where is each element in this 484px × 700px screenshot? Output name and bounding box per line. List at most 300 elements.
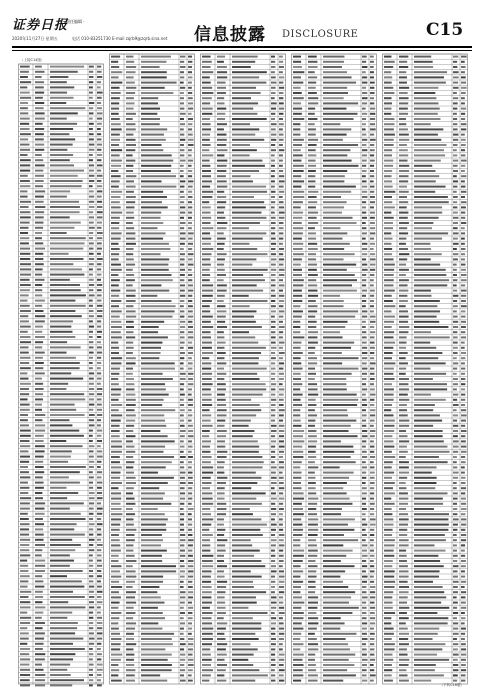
tiny-print-text-block <box>141 388 166 390</box>
tiny-print-text-block <box>453 217 458 219</box>
tiny-print-text-block <box>217 191 224 193</box>
tiny-print-text-block <box>35 669 44 671</box>
tiny-print-text-block <box>126 399 136 401</box>
tiny-print-text-block <box>293 139 304 141</box>
tiny-print-text-block <box>50 118 67 120</box>
tiny-print-text-block <box>279 565 283 567</box>
tiny-print-text-block <box>111 154 120 156</box>
tiny-print-text-block <box>50 560 74 562</box>
tiny-print-text-block <box>126 461 134 463</box>
tiny-print-text-block <box>188 394 192 396</box>
tiny-print-text-block <box>370 388 375 390</box>
tiny-print-text-block <box>461 622 465 624</box>
tiny-print-text-block <box>323 633 356 635</box>
tiny-print-text-block <box>399 201 408 203</box>
tiny-print-text-block <box>89 560 93 562</box>
tiny-print-text-block <box>453 321 458 323</box>
tiny-print-text-block <box>202 638 213 640</box>
tiny-print-text-block <box>111 529 120 531</box>
tiny-print-text-block <box>126 212 134 214</box>
tiny-print-text-block <box>323 305 344 307</box>
tiny-print-text-block <box>20 528 29 530</box>
tiny-print-text-block <box>461 180 465 182</box>
tiny-print-text-block <box>126 680 135 682</box>
tiny-print-text-block <box>89 331 93 333</box>
tiny-print-text-block <box>271 295 276 297</box>
tiny-print-text-block <box>293 555 304 557</box>
tiny-print-text-block <box>180 612 185 614</box>
tiny-print-text-block <box>461 565 466 567</box>
tiny-print-text-block <box>362 446 366 448</box>
tiny-print-text-block <box>111 586 122 588</box>
tiny-print-text-block <box>35 102 44 104</box>
tiny-print-text-block <box>293 191 304 193</box>
tiny-print-text-block <box>414 680 431 682</box>
tiny-print-text-block <box>89 71 93 73</box>
tiny-print-text-block <box>20 112 28 114</box>
tiny-print-text-block <box>323 477 349 479</box>
tiny-print-text-block <box>111 492 121 494</box>
tiny-print-text-block <box>202 544 210 546</box>
tiny-print-text-block <box>279 669 285 671</box>
tiny-print-text-block <box>50 258 83 260</box>
tiny-print-text-block <box>453 586 458 588</box>
tiny-print-text-block <box>141 336 168 338</box>
tiny-print-text-block <box>279 628 284 630</box>
tiny-print-text-block <box>232 92 261 94</box>
tiny-print-text-block <box>126 518 134 520</box>
tiny-print-text-block <box>461 399 465 401</box>
tiny-print-text-block <box>35 253 43 255</box>
tiny-print-text-block <box>384 570 395 572</box>
tiny-print-text-block <box>293 305 300 307</box>
tiny-print-text-block <box>399 628 408 630</box>
tiny-print-text-block <box>35 565 45 567</box>
tiny-print-text-block <box>89 102 94 104</box>
tiny-print-text-block <box>362 217 367 219</box>
tiny-print-text-block <box>271 134 276 136</box>
tiny-print-text-block <box>293 534 302 536</box>
tiny-print-text-block <box>414 409 433 411</box>
tiny-print-text-block <box>50 242 85 244</box>
tiny-print-text-block <box>461 430 467 432</box>
tiny-print-text-block <box>370 87 374 89</box>
tiny-print-text-block <box>308 524 318 526</box>
tiny-print-text-block <box>180 227 184 229</box>
tiny-print-text-block <box>50 284 80 286</box>
tiny-print-text-block <box>370 102 374 104</box>
tiny-print-text-block <box>217 212 224 214</box>
tiny-print-text-block <box>271 633 275 635</box>
tiny-print-text-block <box>323 362 342 364</box>
tiny-print-text-block <box>97 164 102 166</box>
tiny-print-text-block <box>370 399 374 401</box>
tiny-print-text-block <box>217 66 227 68</box>
tiny-print-text-block <box>323 253 355 255</box>
tiny-print-text-block <box>89 378 94 380</box>
tiny-print-text-block <box>308 160 316 162</box>
tiny-print-text-block <box>141 347 161 349</box>
tiny-print-text-block <box>97 534 102 536</box>
tiny-print-text-block <box>279 420 283 422</box>
tiny-print-text-block <box>362 206 366 208</box>
tiny-print-text-block <box>384 316 395 318</box>
tiny-print-text-block <box>461 97 465 99</box>
tiny-print-text-block <box>414 513 449 515</box>
tiny-print-text-block <box>202 534 213 536</box>
tiny-print-text-block <box>50 112 78 114</box>
tiny-print-text-block <box>323 373 352 375</box>
tiny-print-text-block <box>279 414 284 416</box>
tiny-print-text-block <box>279 66 284 68</box>
tiny-print-text-block <box>202 482 212 484</box>
tiny-print-text-block <box>370 76 374 78</box>
tiny-print-text-block <box>50 487 66 489</box>
tiny-print-text-block <box>35 601 42 603</box>
tiny-print-text-block <box>232 269 268 271</box>
tiny-print-text-block <box>202 139 210 141</box>
tiny-print-text-block <box>188 409 192 411</box>
tiny-print-text-block <box>35 86 44 88</box>
tiny-print-text-block <box>202 258 210 260</box>
tiny-print-text-block <box>89 664 94 666</box>
tiny-print-text-block <box>217 331 224 333</box>
tiny-print-text-block <box>126 368 133 370</box>
tiny-print-text-block <box>89 528 93 530</box>
tiny-print-text-block <box>180 524 184 526</box>
tiny-print-text-block <box>217 659 225 661</box>
tiny-print-text-block <box>89 289 93 291</box>
tiny-print-text-block <box>271 87 276 89</box>
tiny-print-text-block <box>202 451 210 453</box>
tiny-print-text-block <box>453 196 458 198</box>
tiny-print-text-block <box>414 139 441 141</box>
tiny-print-text-block <box>414 118 440 120</box>
tiny-print-text-block <box>362 518 366 520</box>
tiny-print-text-block <box>279 290 283 292</box>
tiny-print-text-block <box>97 289 102 291</box>
tiny-print-text-block <box>279 555 284 557</box>
tiny-print-text-block <box>141 456 174 458</box>
tiny-print-text-block <box>202 368 211 370</box>
tiny-print-text-block <box>35 185 43 187</box>
tiny-print-text-block <box>323 414 348 416</box>
tiny-print-text-block <box>370 134 374 136</box>
tiny-print-text-block <box>217 373 226 375</box>
tiny-print-text-block <box>271 139 276 141</box>
tiny-print-text-block <box>97 144 102 146</box>
tiny-print-text-block <box>279 71 283 73</box>
tiny-print-text-block <box>384 196 392 198</box>
tiny-print-text-block <box>141 352 161 354</box>
tiny-print-text-block <box>453 373 457 375</box>
tiny-print-text-block <box>217 300 224 302</box>
tiny-print-text-block <box>399 383 408 385</box>
tiny-print-text-block <box>293 201 303 203</box>
tiny-print-text-block <box>89 81 93 83</box>
tiny-print-text-block <box>232 108 253 110</box>
tiny-print-text-block <box>279 576 285 578</box>
tiny-print-text-block <box>35 154 42 156</box>
tiny-print-text-block <box>308 206 316 208</box>
tiny-print-text-block <box>50 144 73 146</box>
tiny-print-text-block <box>461 300 466 302</box>
tiny-print-text-block <box>89 383 94 385</box>
tiny-print-text-block <box>97 612 101 614</box>
tiny-print-text-block <box>35 190 45 192</box>
tiny-print-text-block <box>453 612 458 614</box>
tiny-print-text-block <box>308 362 317 364</box>
tiny-print-text-block <box>126 160 135 162</box>
tiny-print-text-block <box>126 134 133 136</box>
tiny-print-text-block <box>461 628 466 630</box>
tiny-print-text-block <box>323 654 355 656</box>
tiny-print-text-block <box>141 149 163 151</box>
tiny-print-text-block <box>50 648 85 650</box>
tiny-print-text-block <box>89 279 94 281</box>
tiny-print-text-block <box>399 206 407 208</box>
tiny-print-text-block <box>217 461 225 463</box>
tiny-print-text-block <box>453 518 459 520</box>
tiny-print-text-block <box>89 456 94 458</box>
tiny-print-text-block <box>180 139 185 141</box>
tiny-print-text-block <box>188 456 193 458</box>
tiny-print-text-block <box>97 409 102 411</box>
tiny-print-text-block <box>217 321 225 323</box>
tiny-print-text-block <box>308 425 315 427</box>
tiny-print-text-block <box>141 461 172 463</box>
tiny-print-text-block <box>271 477 277 479</box>
tiny-print-text-block <box>414 466 437 468</box>
tiny-print-text-block <box>308 596 318 598</box>
tiny-print-text-block <box>414 196 448 198</box>
tiny-print-text-block <box>126 357 136 359</box>
tiny-print-text-block <box>384 404 392 406</box>
tiny-print-text-block <box>453 227 458 229</box>
tiny-print-text-block <box>202 253 211 255</box>
tiny-print-text-block <box>50 164 74 166</box>
tiny-print-text-block <box>271 201 275 203</box>
tiny-print-text-block <box>384 560 393 562</box>
tiny-print-text-block <box>126 321 134 323</box>
tiny-print-text-block <box>414 482 436 484</box>
tiny-print-text-block <box>293 76 301 78</box>
tiny-print-text-block <box>50 253 69 255</box>
tiny-print-text-block <box>293 492 304 494</box>
tiny-print-text-block <box>141 274 172 276</box>
tiny-print-text-block <box>180 253 185 255</box>
tiny-print-text-block <box>323 186 356 188</box>
tiny-print-text-block <box>399 503 408 505</box>
tiny-print-text-block <box>20 378 29 380</box>
tiny-print-text-block <box>232 295 249 297</box>
tiny-print-text-block <box>293 581 303 583</box>
tiny-print-text-block <box>97 336 101 338</box>
tiny-print-text-block <box>188 243 193 245</box>
tiny-print-text-block <box>414 206 442 208</box>
tiny-print-text-block <box>370 217 375 219</box>
tiny-print-text-block <box>35 471 44 473</box>
tiny-print-text-block <box>232 154 250 156</box>
tiny-print-text-block <box>188 201 192 203</box>
tiny-print-text-block <box>384 290 395 292</box>
tiny-print-text-block <box>188 331 193 333</box>
tiny-print-text-block <box>453 352 458 354</box>
tiny-print-text-block <box>35 461 43 463</box>
tiny-print-text-block <box>141 399 164 401</box>
tiny-print-text-block <box>20 622 30 624</box>
tiny-print-text-block <box>271 71 275 73</box>
tiny-print-text-block <box>232 451 259 453</box>
tiny-print-text-block <box>323 399 358 401</box>
tiny-print-text-block <box>180 622 185 624</box>
tiny-print-text-block <box>50 66 84 68</box>
tiny-print-text-block <box>180 565 185 567</box>
tiny-print-text-block <box>126 383 134 385</box>
tiny-print-text-block <box>126 654 134 656</box>
tiny-print-text-block <box>279 316 283 318</box>
tiny-print-text-block <box>414 378 433 380</box>
tiny-print-text-block <box>20 331 28 333</box>
tiny-print-text-block <box>217 654 227 656</box>
tiny-print-text-block <box>141 492 165 494</box>
tiny-print-text-block <box>461 394 465 396</box>
tiny-print-text-block <box>217 539 227 541</box>
tiny-print-text-block <box>362 352 367 354</box>
tiny-print-text-block <box>97 664 103 666</box>
tiny-print-text-block <box>370 383 374 385</box>
tiny-print-text-block <box>232 534 263 536</box>
tiny-print-text-block <box>20 471 29 473</box>
tiny-print-text-block <box>399 368 406 370</box>
tiny-print-text-block <box>414 388 447 390</box>
tiny-print-text-block <box>97 580 101 582</box>
tiny-print-text-block <box>111 669 119 671</box>
tiny-print-text-block <box>370 570 374 572</box>
tiny-print-text-block <box>188 61 192 63</box>
tiny-print-text-block <box>20 284 31 286</box>
tiny-print-text-block <box>97 133 101 135</box>
tiny-print-text-block <box>279 206 284 208</box>
tiny-print-text-block <box>232 128 259 130</box>
tiny-print-text-block <box>111 394 121 396</box>
tiny-print-text-block <box>202 602 212 604</box>
tiny-print-text-block <box>217 368 224 370</box>
tiny-print-text-block <box>20 643 27 645</box>
tiny-print-text-block <box>232 149 257 151</box>
tiny-print-text-block <box>279 128 283 130</box>
tiny-print-text-block <box>217 524 224 526</box>
tiny-print-text-block <box>293 466 300 468</box>
tiny-print-text-block <box>414 581 433 583</box>
tiny-print-text-block <box>188 149 192 151</box>
tiny-print-text-block <box>35 336 45 338</box>
tiny-print-text-block <box>141 466 166 468</box>
tiny-print-text-block <box>370 368 374 370</box>
tiny-print-text-block <box>202 399 212 401</box>
tiny-print-text-block <box>97 393 102 395</box>
tiny-print-text-block <box>89 513 93 515</box>
tiny-print-text-block <box>111 570 120 572</box>
tiny-print-text-block <box>370 451 374 453</box>
tiny-print-text-block <box>279 518 283 520</box>
tiny-print-text-block <box>50 232 67 234</box>
tiny-print-text-block <box>453 357 457 359</box>
tiny-print-text-block <box>111 648 120 650</box>
tiny-print-text-block <box>188 232 194 234</box>
tiny-print-text-block <box>111 170 118 172</box>
tiny-print-text-block <box>111 550 121 552</box>
tiny-print-text-block <box>414 628 439 630</box>
tiny-print-text-block <box>271 576 275 578</box>
tiny-print-text-block <box>232 518 261 520</box>
tiny-print-text-block <box>126 128 136 130</box>
tiny-print-text-block <box>188 134 193 136</box>
tiny-print-text-block <box>20 81 31 83</box>
tiny-print-text-block <box>362 362 367 364</box>
tiny-print-text-block <box>370 648 374 650</box>
tiny-print-text-block <box>232 274 263 276</box>
tiny-print-text-block <box>399 336 407 338</box>
tiny-print-text-block <box>188 425 193 427</box>
tiny-print-text-block <box>271 61 275 63</box>
tiny-print-text-block <box>399 102 408 104</box>
tiny-print-text-block <box>293 212 303 214</box>
tiny-print-text-block <box>271 326 275 328</box>
tiny-print-text-block <box>308 92 317 94</box>
tiny-print-text-block <box>126 648 133 650</box>
tiny-print-text-block <box>217 576 225 578</box>
tiny-print-text-block <box>20 383 31 385</box>
tiny-print-text-block <box>384 654 392 656</box>
tiny-print-text-block <box>180 378 186 380</box>
tiny-print-text-block <box>232 570 251 572</box>
tiny-print-text-block <box>97 118 102 120</box>
tiny-print-text-block <box>217 477 227 479</box>
tiny-print-text-block <box>453 76 459 78</box>
tiny-print-text-block <box>89 175 94 177</box>
tiny-print-text-block <box>188 56 192 58</box>
tiny-print-text-block <box>180 664 184 666</box>
tiny-print-text-block <box>188 565 193 567</box>
tiny-print-text-block <box>271 534 275 536</box>
tiny-print-text-block <box>271 674 275 676</box>
tiny-print-text-block <box>384 201 392 203</box>
tiny-print-text-block <box>232 253 267 255</box>
tiny-print-text-block <box>232 550 260 552</box>
tiny-print-text-block <box>202 149 209 151</box>
tiny-print-text-block <box>232 134 255 136</box>
tiny-print-text-block <box>126 352 133 354</box>
tiny-print-text-block <box>141 560 162 562</box>
tiny-print-text-block <box>89 482 93 484</box>
tiny-print-text-block <box>279 498 284 500</box>
tiny-print-text-block <box>384 66 393 68</box>
tiny-print-text-block <box>50 190 70 192</box>
tiny-print-text-block <box>308 638 317 640</box>
tiny-print-text-block <box>97 263 102 265</box>
tiny-print-text-block <box>308 175 315 177</box>
tiny-print-text-block <box>217 560 224 562</box>
tiny-print-text-block <box>232 82 266 84</box>
tiny-print-text-block <box>271 544 276 546</box>
tiny-print-text-block <box>308 191 318 193</box>
tiny-print-text-block <box>232 555 254 557</box>
tiny-print-text-block <box>323 508 342 510</box>
tiny-print-text-block <box>20 601 30 603</box>
tiny-print-text-block <box>293 331 300 333</box>
tiny-print-text-block <box>35 123 43 125</box>
